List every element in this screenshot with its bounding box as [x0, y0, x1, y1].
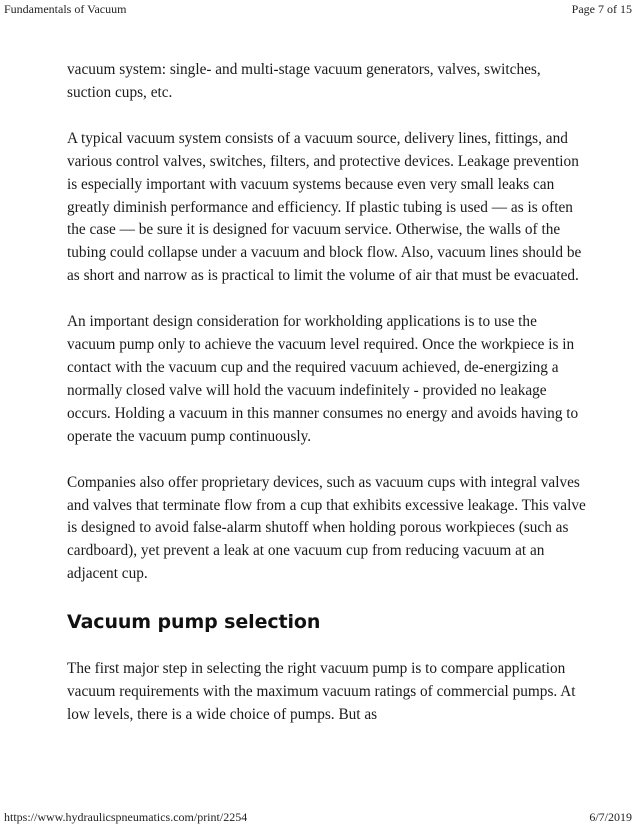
paragraph-typical-system: A typical vacuum system consists of a vacuum source, delivery lines, fittings, and various control valves, switches, filters, and protective devices. Leakage prevention is especially important with vacuum systems because even very small leaks can greatly diminish performance and efficiency. If plastic tubing is used — as is often the case — be sure it is designed for vacuum service. Otherwise, the walls of the tubing could collapse under a vacuum and block flow. Also, vacuum lines should be as short and narrow as is practical to limit the volume of air that must be evacuated.	[67, 129, 582, 285]
article-body	[67, 59, 587, 750]
print-date: 6/7/2019	[589, 810, 632, 824]
print-footer	[0, 810, 638, 826]
paragraph-pump-selection: The first major step in selecting the right vacuum pump is to compare application vacuum requirements with the maximum vacuum ratings of commercial pumps. At low levels, there is a wide choice of pumps. But as	[67, 660, 576, 723]
paragraph-continuation: vacuum system: single- and multi-stage vacuum generators, valves, switches, suction cups, etc.	[67, 61, 541, 101]
paragraph-proprietary-devices: Companies also offer proprietary devices, such as vacuum cups with integral valves and valves that terminate flow from a cup that exhibits excessive leakage. This valve is designed to avoid false-alarm shutoff when holding porous workpieces (such as cardboard), yet prevent a leak at one vacuum cup from reducing vacuum at an adjacent cup.	[67, 473, 586, 583]
page-indicator: Page 7 of 15	[571, 2, 632, 16]
document-title: Fundamentals of Vacuum	[4, 2, 127, 16]
paragraph-design-consideration: An important design consideration for workholding applications is to use the vacuum pump only to achieve the vacuum level required. Once the workpiece is in contact with the vacuum cup and the required vacuum achieved, de-energizing a normally closed valve will hold the vacuum indefinitely - provided no leakage occurs. Holding a vacuum in this manner consumes no energy and avoids having to operate the vacuum pump continuously.	[67, 313, 579, 445]
source-url-link[interactable]: https://www.hydraulicspneumatics.com/print/2254	[4, 810, 248, 824]
print-header	[0, 2, 638, 18]
section-heading: Vacuum pump selection	[67, 611, 321, 634]
